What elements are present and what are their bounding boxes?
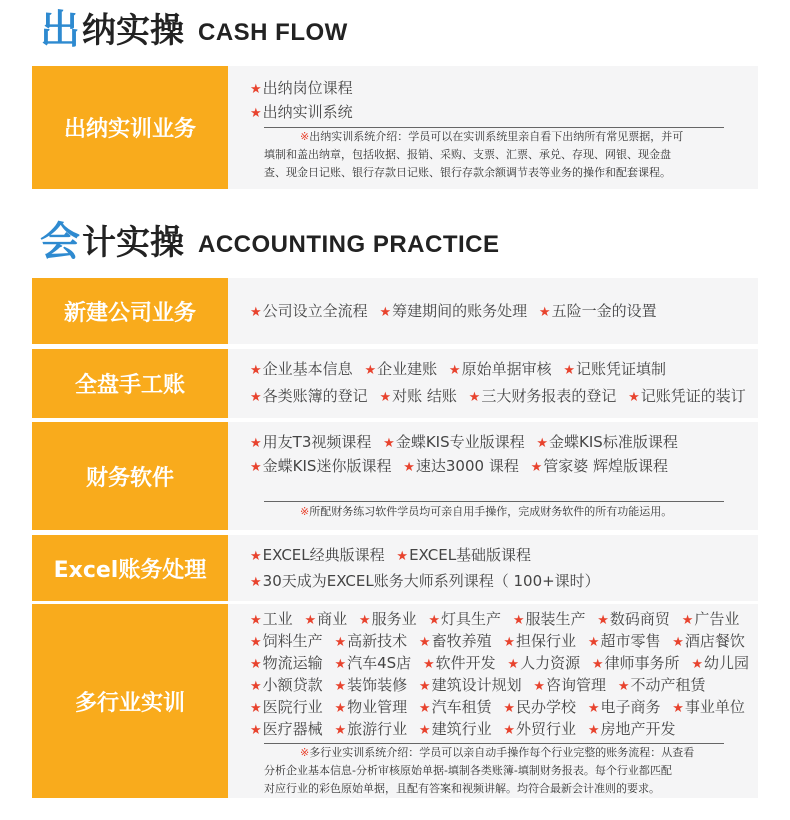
cash-flow-header bbox=[40, 7, 348, 53]
course-item: ★ 对账 结账 bbox=[379, 385, 456, 409]
finance-software-content bbox=[228, 422, 758, 530]
course-item: ★ 筹建期间的账务处理 bbox=[379, 300, 527, 324]
industry-item: ★ 畜牧养殖 bbox=[419, 631, 492, 653]
cash-training-label: 出纳实训业务 bbox=[32, 66, 228, 189]
course-item: ★ 管家婆 辉煌版课程 bbox=[531, 455, 668, 479]
software-note: ※所配财务练习软件学员均可亲自用手操作，完成财务软件的所有功能运用。 bbox=[300, 505, 673, 518]
industry-note-line: 分析企业基本信息-分析审核原始单据-填制各类账簿-填制财务报表。每个行业都匹配 bbox=[264, 764, 672, 777]
course-item: ★ 用友T3视频课程 bbox=[250, 431, 371, 455]
course-item: ★ 企业建账 bbox=[364, 358, 437, 382]
industry-item: ★ 汽车4S店 bbox=[334, 653, 411, 675]
course-item: ★ 出纳实训系统 bbox=[250, 101, 353, 125]
industry-item: ★ 建筑设计规划 bbox=[419, 675, 522, 697]
course-item: ★ 原始单据审核 bbox=[449, 358, 552, 382]
industry-item: ★ 商业 bbox=[304, 609, 347, 631]
cash-header-english: CASH FLOW bbox=[198, 19, 348, 46]
course-item: ★ EXCEL经典版课程 bbox=[250, 544, 385, 568]
multi-industry-row bbox=[32, 604, 758, 798]
finance-software-label: 财务软件 bbox=[32, 422, 228, 530]
finance-software-row bbox=[32, 422, 758, 530]
cash-header-title: 纳实操 bbox=[82, 11, 184, 52]
industry-item: ★ 装饰装修 bbox=[334, 675, 407, 697]
course-item: ★ 金蝶KIS迷你版课程 bbox=[250, 455, 391, 479]
course-item: ★ 公司设立全流程 bbox=[250, 300, 368, 324]
industry-item: ★ 建筑行业 bbox=[419, 719, 492, 741]
course-item: ★ EXCEL基础版课程 bbox=[396, 544, 531, 568]
industry-item: ★ 小额贷款 bbox=[250, 675, 323, 697]
new-company-label: 新建公司业务 bbox=[32, 278, 228, 344]
industry-item: ★ 超市零售 bbox=[588, 631, 661, 653]
industry-item: ★ 旅游行业 bbox=[334, 719, 407, 741]
acct-header-first-char: 会 bbox=[40, 219, 80, 265]
industry-item: ★ 物流运输 bbox=[250, 653, 323, 675]
excel-label: Excel账务处理 bbox=[32, 535, 228, 601]
course-item: ★ 三大财务报表的登记 bbox=[469, 385, 617, 409]
course-item: ★ 金蝶KIS专业版课程 bbox=[383, 431, 524, 455]
cash-training-row bbox=[32, 66, 758, 189]
manual-accounts-row bbox=[32, 349, 758, 418]
new-company-row bbox=[32, 278, 758, 344]
industry-item: ★ 饲料生产 bbox=[250, 631, 323, 653]
industry-item: ★ 民办学校 bbox=[503, 697, 576, 719]
industry-item: ★ 房地产开发 bbox=[588, 719, 676, 741]
industry-item: ★ 高新技术 bbox=[334, 631, 407, 653]
cash-note-line: 查、现金日记账、银行存款日记账、银行存款余额调节表等业务的操作和配套课程。 bbox=[264, 166, 671, 179]
cash-note-line: 填制和盖出纳章，包括收据、报销、采购、支票、汇票、承兑、存现、网银、现金盘 bbox=[264, 148, 671, 161]
cash-note-line: ※出纳实训系统介绍：学员可以在实训系统里亲自看下出纳所有常见票据，并可 bbox=[300, 130, 684, 143]
industry-item: ★ 灯具生产 bbox=[428, 609, 501, 631]
industry-item: ★ 事业单位 bbox=[672, 697, 745, 719]
industry-note-line: ※多行业实训系统介绍：学员可以亲自动手操作每个行业完整的账务流程：从查看 bbox=[300, 746, 695, 759]
acct-header-title: 计实操 bbox=[82, 223, 184, 264]
industry-item: ★ 汽车租赁 bbox=[419, 697, 492, 719]
course-item: ★ 金蝶KIS标准版课程 bbox=[536, 431, 677, 455]
course-item: ★ 五险一金的设置 bbox=[539, 300, 657, 324]
multi-industry-content bbox=[228, 604, 758, 798]
industry-item: ★ 软件开发 bbox=[423, 653, 496, 675]
industry-item: ★ 服装生产 bbox=[513, 609, 586, 631]
course-item: ★ 出纳岗位课程 bbox=[250, 77, 353, 101]
course-item: ★ 各类账簿的登记 bbox=[250, 385, 368, 409]
industry-item: ★ 外贸行业 bbox=[503, 719, 576, 741]
note-mark: ※ bbox=[300, 505, 310, 518]
industry-item: ★ 人力资源 bbox=[507, 653, 580, 675]
excel-row bbox=[32, 535, 758, 601]
note-mark: ※ bbox=[300, 746, 310, 759]
industry-item: ★ 律师事务所 bbox=[592, 653, 680, 675]
industry-item: ★ 电子商务 bbox=[588, 697, 661, 719]
acct-header-english: ACCOUNTING PRACTICE bbox=[198, 231, 500, 258]
multi-industry-label: 多行业实训 bbox=[32, 604, 228, 798]
industry-item: ★ 担保行业 bbox=[503, 631, 576, 653]
industry-item: ★ 数码商贸 bbox=[597, 609, 670, 631]
industry-item: ★ 幼儿园 bbox=[691, 653, 749, 675]
industry-item: ★ 工业 bbox=[250, 609, 293, 631]
industry-item: ★ 医院行业 bbox=[250, 697, 323, 719]
course-item: ★ 记账凭证的装订 bbox=[628, 385, 746, 409]
course-item: ★ 30天成为EXCEL账务大师系列课程（ 100+课时） bbox=[250, 570, 600, 594]
industry-item: ★ 服务业 bbox=[359, 609, 417, 631]
industry-item: ★ 医疗器械 bbox=[250, 719, 323, 741]
manual-accounts-label: 全盘手工账 bbox=[32, 349, 228, 418]
accounting-practice-header bbox=[40, 219, 500, 265]
course-item: ★ 企业基本信息 bbox=[250, 358, 353, 382]
industry-item: ★ 不动产租赁 bbox=[618, 675, 706, 697]
excel-content bbox=[228, 535, 758, 601]
new-company-content bbox=[228, 278, 758, 344]
industry-item: ★ 咨询管理 bbox=[533, 675, 606, 697]
cash-header-first-char: 出 bbox=[40, 7, 80, 53]
note-mark: ※ bbox=[300, 130, 310, 143]
industry-item: ★ 广告业 bbox=[682, 609, 740, 631]
course-item: ★ 记账凭证填制 bbox=[563, 358, 666, 382]
industry-item: ★ 物业管理 bbox=[334, 697, 407, 719]
cash-training-content bbox=[228, 66, 758, 189]
industry-note-line: 对应行业的彩色原始单据，且配有答案和视频讲解。均符合最新会计准则的要求。 bbox=[264, 782, 660, 795]
course-item: ★ 速达3000 课程 bbox=[403, 455, 519, 479]
industry-item: ★ 酒店餐饮 bbox=[672, 631, 745, 653]
divider bbox=[264, 501, 724, 502]
manual-accounts-content bbox=[228, 349, 758, 418]
